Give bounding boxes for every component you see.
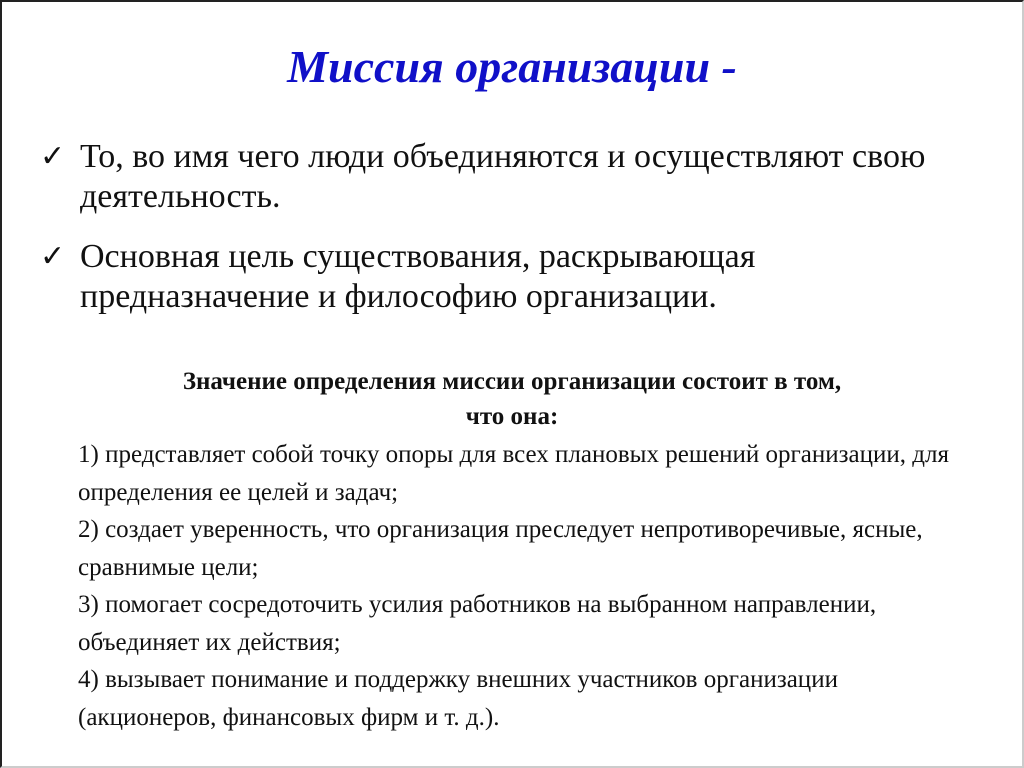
list-item: 1) представляет собой точку опоры для всех плановых решений организации, для определения ее целей и задач; bbox=[78, 441, 949, 506]
heading-line: Значение определения миссии организации состоит в том, bbox=[182, 368, 842, 395]
list-item: 2) создает уверенность, что организация преследует непротиворечивые, ясные, сравнимые цели; bbox=[78, 516, 923, 581]
slide-title: Миссия организации - bbox=[287, 41, 737, 92]
bullet-text: То, во имя чего люди объединяются и осуществляют свою деятельность. bbox=[80, 138, 926, 215]
check-icon: ✓ bbox=[40, 140, 66, 173]
bullet-item bbox=[40, 237, 940, 317]
bullet-text: Основная цель существования, раскрывающая предназначение и философию организации. bbox=[80, 238, 756, 315]
significance-list bbox=[78, 436, 978, 736]
bullet-item bbox=[40, 137, 940, 217]
check-icon: ✓ bbox=[40, 240, 66, 273]
list-item: 4) вызывает понимание и поддержку внешних участников организации (акционеров, финансовых фирм и т. д.). bbox=[78, 666, 838, 731]
list-item: 3) помогает сосредоточить усилия работников на выбранном направлении, объединяет их действия; bbox=[78, 591, 877, 656]
significance-heading bbox=[2, 364, 1022, 434]
heading-line: что она: bbox=[465, 403, 559, 430]
